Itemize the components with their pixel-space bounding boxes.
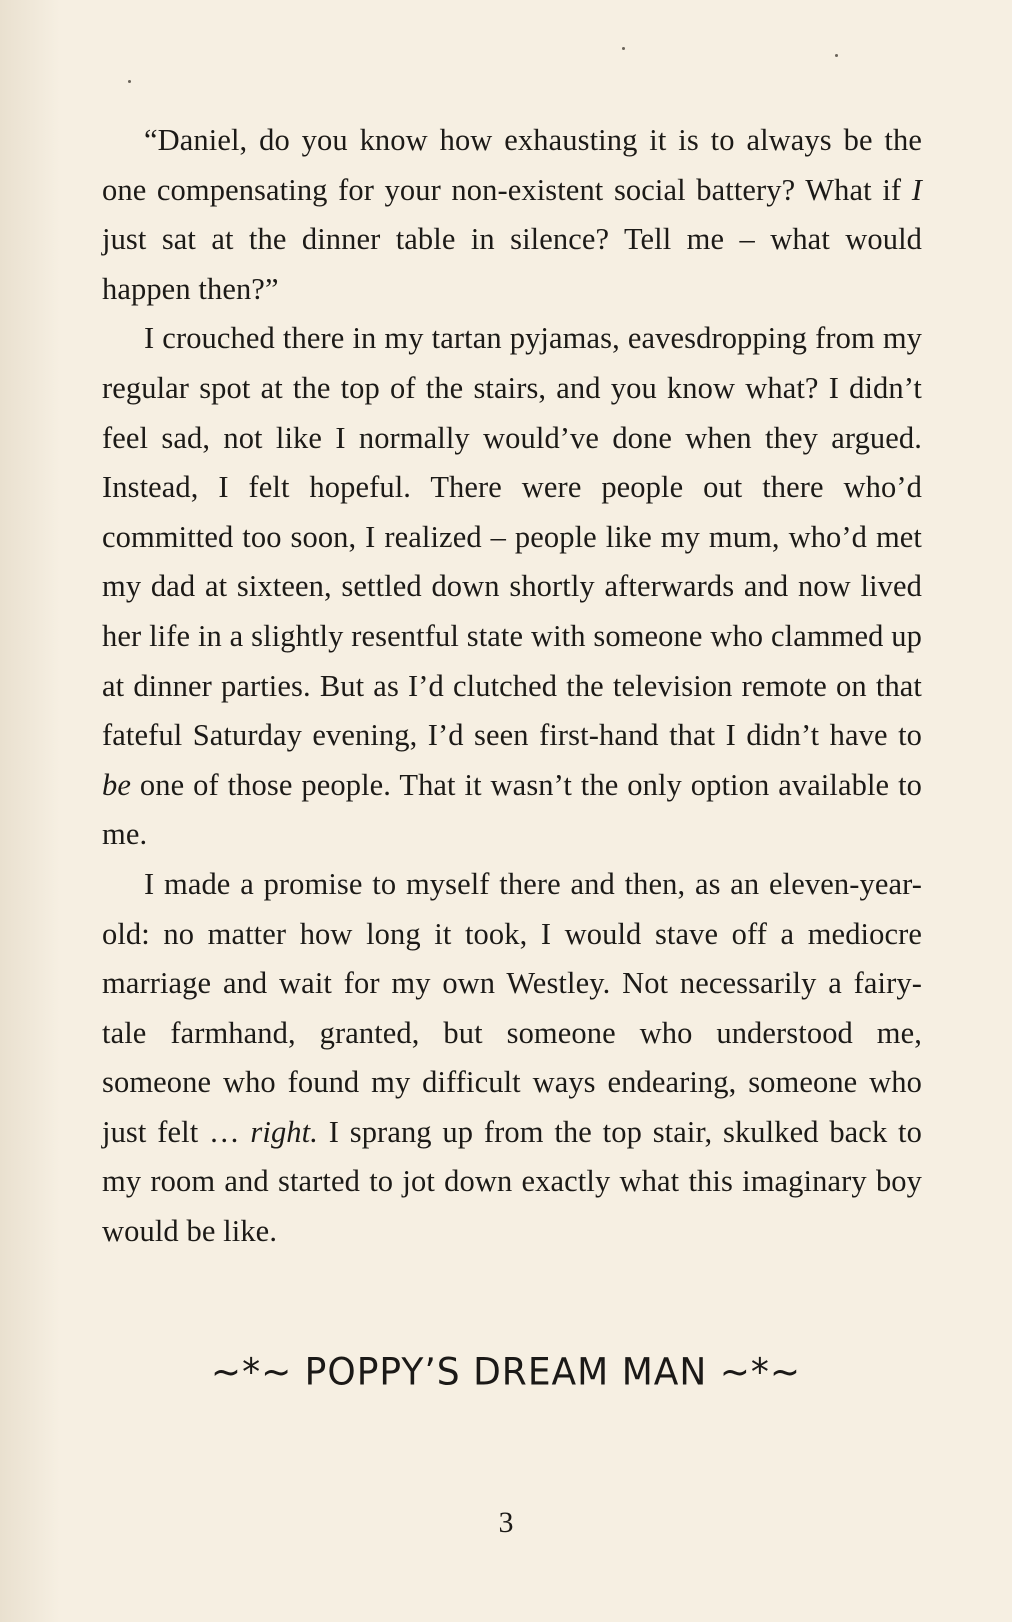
paper-speck bbox=[835, 54, 838, 57]
paragraph-3: I made a promise to myself there and then, as an eleven-year-old: no matter how long it took, I would stave off a mediocre marriage and wait for my own Westley. Not necessarily a fairy-tale farmhand, granted, but someone who understood me, someone who found my difficult ways endearing, someone who just felt … right. I sprang up from the top stair, skulked back to my room and started to jot down exactly what this imaginary boy would be like. bbox=[102, 866, 922, 1249]
handwritten-heading: ~*~ POPPY’S DREAM MAN ~*~ bbox=[210, 1350, 802, 1395]
paragraph-2: I crouched there in my tartan pyjamas, eavesdropping from my regular spot at the top of the stairs, and you know what? I didn’t feel sad, not like I normally would’ve done when they argued. Instead, I felt hopeful. There were people out there who’d committed too soon, I realized – people like my mum, who’d met my dad at sixteen, settled down shortly afterwards and now lived her life in a slightly resentful state with someone who clammed up at dinner parties. But as I’d clutched the television remote on that fateful Saturday evening, I’d seen first-hand that I didn’t have to be one of those people. That it wasn’t the only option available to me. bbox=[102, 321, 922, 852]
page-number: 3 bbox=[498, 1506, 514, 1539]
paper-speck bbox=[622, 47, 625, 50]
paper-speck bbox=[128, 80, 131, 83]
paragraph-1: “Daniel, do you know how exhausting it is to always be the one compensating for your non-existent social battery? What if I just sat at the dinner table in silence? Tell me – what would happen then?” bbox=[102, 123, 922, 306]
body-text bbox=[102, 116, 922, 1257]
